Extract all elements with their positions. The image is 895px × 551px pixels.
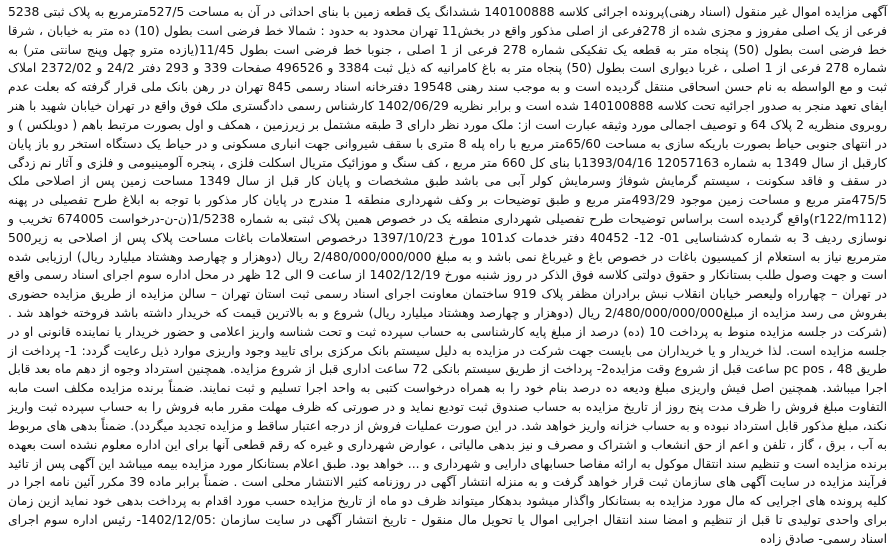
notice-body-text: آگهی مزایده اموال غیر منقول (اسناد رهنی)پرونده اجرائی کلاسه 140100888 ششدانگ یک قطعه زمین با بنای احداثی در آن به مساحت 527/5مترمربع به پلاک ثبتی 5238 فرعی از یک اصلی مفروز و مجزی شده از 278فرعی از اصلی مذکور واقع در بخش11 تهران محدود به حدود : شمالا خط فرضی است بطول (10) ده متر به خیابان ، شرقا خط فرضی است بطول (50) پنجاه متر به قطعه یک تفکیکی شماره 278 فرعی از 1 اصلی ، جنوبا خط فرضی است بطول 11/45(یازده مترو چهل وپنج سانتی متر) به شماره 278 فرعی از 1 اصلی ، غربا دیواری است بطول (50) پنجاه متر به باغ کامرانیه که ذیل ثبت 3384 و 496526 صفحات 339 و 293 دفتر 24/2 و 2372/02 املاک ثبت و مع الواسطه به نام حسن اسحاقی منتقل گردیده است و به موجب سند رهنی 19548 دفترخانه اسناد رسمی 845 تهران در رهن بانک ملی قرار گرفته که بعلت عدم ایفای تعهد منجر به صدور اجرائیه تحت کلاسه 140100888 شده است و برابر نظریه 1402/06/29 کارشناس رسمی دادگستری ملک فوق واقع در تهران خیابان شهید با هنر روبروی منظریه 2 پلاک 64 و توصیف اجمالی مورد وثیقه عبارت است از: ملک مورد نظر دارای 3 طبقه مشتمل بر زیرزمین ، همکف و اول بصورت مرتبط باهم ( دوبلکس ) و در انتهای جنوبی حیاط بصورت باریکه سازی به مساحت 65/60متر مربع با راه پله 8 متری با سقف شیروانی جهت انباری مسکونی و در حیاط یک دستگاه استخر رو باز پایان کارقبل از سال 1349 به شماره 12057163 1393/04/16با بنای کل 660 متر مربع ، کف سنگ و موزائیک متریال اسکلت فلزی ، پنجره آلومینیومی و فلزی و آثار نم زدگی در سقف و فاقد سکونت ، سیستم گرمایش شوفاژ وسرمایش کولر آبی می باشد طبق مشخصات و پایان کار قبل از سال 1349 مساحت زمین پس از اصلاحی ملک 475/5متر مربع و مساحت زمین موجود 493/29متر مربع و طبق توضیحات بر وکف شهرداری منطقه 1 مندرج در پایان کار مذکور با توجه به ابلاغ طرح تفصیلی در پهنه (r122/m112)واقع گردیده است براساس توضیحات طرح تفصیلی شهرداری منطقه یک در خصوص همین پلاک ثبتی به شماره 1/5238(ن-ن-درخواست 674005 تخریب و نوسازی ردیف 3 به شماره کدشناسایی 01- 12- 40452 دفتر خدمات کد101 مورخ 1397/10/23 درخصوص استعلامات باغات مساحت پلاک پس از اصلاحی به زیر500 مترمربع نیاز به استعلام از کمیسیون باغات در خصوص باغ و غیرباغ نمی باشد و به مبلغ 2/480/000/000/000 ریال (دوهزار و چهارصد وهشتاد میلیارد ریال) ارزیابی شده است و جهت وصول طلب بستانکار و حقوق دولتی کلاسه فوق الذکر در روز شنبه مورخ 1402/12/19 از ساعت 9 الی 12 ظهر در محل اداره سوم اجرای اسناد رسمی واقع در تهران – چهارراه ولیعصر خیابان انقلاب نبش برادران مظفر پلاک 919 ساختمان معاونت اجرای اسناد رسمی ثبت استان تهران – سالن مزایده از طریق مزایده حضوری بفروش می رسد مزایده از مبلغ2/480/000/000/000 ریال (دوهزار و چهارصد وهشتاد میلیارد ریال) شروع و به بالاترین قیمت که خریدار داشته باشد فروخته خواهد شد . (شرکت در جلسه مزایده منوط به پرداخت 10 (ده) درصد از مبلغ پایه کارشناسی به حساب سپرده ثبت و تحت شناسه واریز اعلامی و حضور خریدار یا نماینده قانونی او در جلسه مزایده است. لذا خریدار و یا خریداران می بایست جهت شرکت در مزایده به دلیل سیستم بانک مرکزی برای تایید وجود واریزی موارد ذیل رعایت گردد: 1- پرداخت از طریق pc pos ، 48 ساعت قبل از شروع وقت مزایده2- پرداخت از طریق سیستم بانکی 72 ساعت اداری قبل از شروع مزایده. همچنین استرداد وجوه از دهم ماه بعد قابل اجرا میباشد. همچنین اصل فیش واریزی مبلغ ودیعه ده درصد بنام خود را به همراه درخواست کتبی به واحد اجرا تسلیم و ثبت نمایند. ضمناً برنده مزایده مکلف است مابه التفاوت مبلغ فروش را ظرف مدت پنج روز از تاریخ مزایده به حساب صندوق ثبت تودیع نماید و در صورتی که ظرف مهلت مقرر مابه فروش را به حساب سپرده ثبت واریز نکند، مبلغ مذکور قابل استرداد نبوده و به حساب خزانه واریز خواهد شد. در این صورت عملیات فروش از درجه اعتبار ساقط و مزایده تجدید میگردد). ضمناً بدهی های مربوط به آب ، برق ، گاز ، تلفن و اعم از حق انشعاب و اشتراک و مصرف و نیز بدهی مالیاتی ، عوارض شهرداری و غیره که رقم قطعی آنها برای این اداره معلوم نشده است بعهده برنده مزایده است و تنظیم سند انتقال موکول به ارائه مفاصا حسابهای دارایی و شهرداری و ... خواهد بود. طبق اعلام بستانکار مورد مزایده بیمه میباشد این آگهی پس از تائید فرآیند مزایده در سایت آگهی های سازمان ثبت قرار خواهد گرفت و به منزله انتشار آگهی در روزنامه کثیر الانتشار محلی است . ضمناً برابر ماده 39 مکرر آئین نامه اجرا در کلیه پرونده های اجرایی که مال مورد مزایده به بستانکار واگذار میشود بدهکار میتواند ظرف دو ماه از تاریخ مزایده حسب مورد اقدام به پرداخت بدهی خود نماید ازین زمان برای واحدی تولیدی تا قبل از تنظیم و امضا سند انتقال اجرایی اموال یا تحویل مال منقول - تاریخ انتشار آگهی در سایت سازمان :1402/12/05- رئیس اداره سوم اجرای اسناد رسمی- صادق زاده <box>8 5 888 546</box>
